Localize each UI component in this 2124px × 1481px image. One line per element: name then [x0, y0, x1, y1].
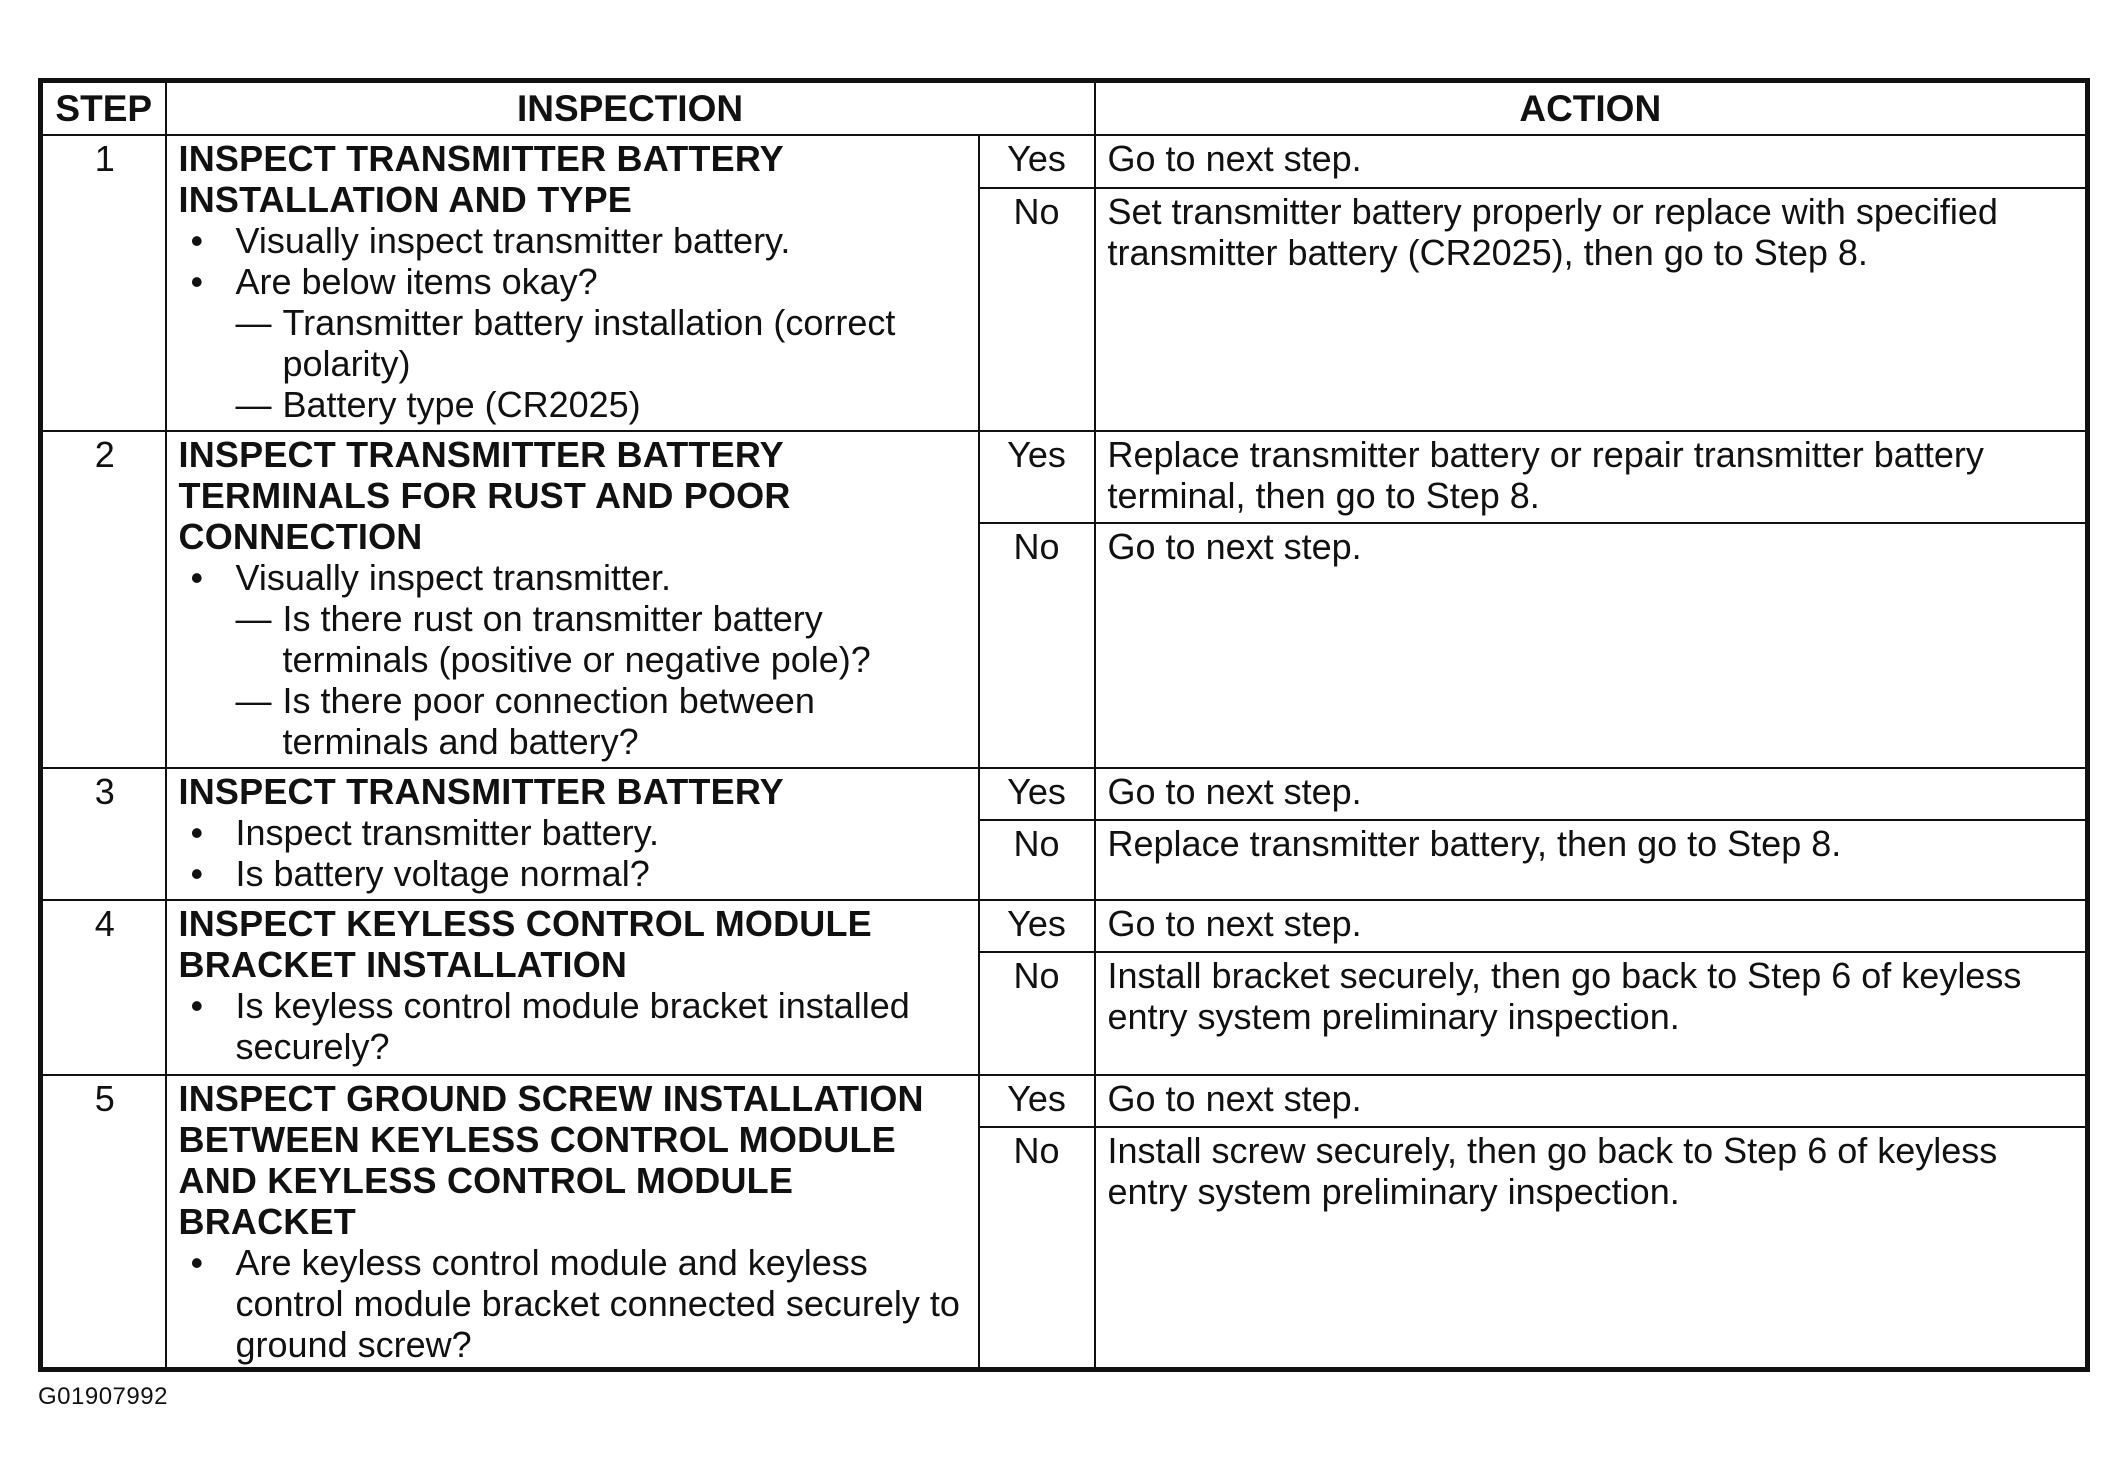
step-1-yes-row	[41, 135, 2088, 188]
bullet-item: • Is battery voltage normal?	[179, 853, 968, 894]
yes-label: Yes	[979, 135, 1095, 188]
no-action: Install bracket securely, then go back to Step 6 of keyless entry system preliminary inspection.	[1095, 952, 2088, 1075]
yes-action: Replace transmitter battery or repair transmitter battery terminal, then go to Step 8.	[1095, 431, 2088, 523]
step-number: 5	[41, 1075, 166, 1370]
inspection-cell	[166, 431, 979, 768]
inspection-cell	[166, 135, 979, 431]
no-label: No	[979, 1127, 1095, 1369]
step-4-yes-row	[41, 900, 2088, 952]
bullet-item: • Visually inspect transmitter.	[179, 557, 968, 598]
action-header: ACTION	[1095, 81, 2088, 136]
bullet-list	[179, 812, 968, 894]
bullet-item: • Are keyless control module and keyless control module bracket connected securely to ground screw?	[179, 1242, 968, 1365]
step-header: STEP	[41, 81, 166, 136]
bullet-list	[179, 557, 968, 598]
step-number: 4	[41, 900, 166, 1075]
inspection-title: INSPECT TRANSMITTER BATTERY INSTALLATION AND TYPE	[178, 138, 784, 220]
bullet-item: • Visually inspect transmitter battery.	[179, 220, 968, 261]
yes-label: Yes	[979, 900, 1095, 952]
inspection-cell	[166, 1075, 979, 1370]
inspection-title: INSPECT GROUND SCREW INSTALLATION BETWEEN KEYLESS CONTROL MODULE AND KEYLESS CONTROL MODULE BRACKET	[178, 1078, 924, 1242]
header-row	[41, 81, 2088, 136]
step-5-yes-row	[41, 1075, 2088, 1127]
yes-action: Go to next step.	[1095, 1075, 2088, 1127]
dash-list	[179, 302, 968, 425]
yes-action: Go to next step.	[1095, 768, 2088, 820]
inspection-cell	[166, 900, 979, 1075]
dash-item: — Transmitter battery installation (correct polarity)	[179, 302, 968, 384]
yes-label: Yes	[979, 431, 1095, 523]
no-action: Install screw securely, then go back to Step 6 of keyless entry system preliminary inspection.	[1095, 1127, 2088, 1369]
step-number: 3	[41, 768, 166, 900]
no-label: No	[979, 952, 1095, 1075]
yes-label: Yes	[979, 1075, 1095, 1127]
yes-label: Yes	[979, 768, 1095, 820]
no-label: No	[979, 820, 1095, 900]
bullet-item: • Are below items okay?	[179, 261, 968, 302]
dash-item: — Is there poor connection between terminals and battery?	[179, 680, 968, 762]
inspection-header: INSPECTION	[166, 81, 1095, 136]
dash-item: — Battery type (CR2025)	[179, 384, 968, 425]
no-label: No	[979, 188, 1095, 431]
step-2-yes-row	[41, 431, 2088, 523]
inspection-cell	[166, 768, 979, 900]
step-number: 1	[41, 135, 166, 431]
bullet-item: • Inspect transmitter battery.	[179, 812, 968, 853]
inspection-title: INSPECT KEYLESS CONTROL MODULE BRACKET INSTALLATION	[178, 903, 872, 985]
no-action: Go to next step.	[1095, 523, 2088, 768]
bullet-list	[179, 220, 968, 302]
inspection-title: INSPECT TRANSMITTER BATTERY	[178, 771, 784, 812]
no-action: Set transmitter battery properly or replace with specified transmitter battery (CR2025), then go to Step 8.	[1095, 188, 2088, 431]
step-3-yes-row	[41, 768, 2088, 820]
step-number: 2	[41, 431, 166, 768]
dash-list	[179, 598, 968, 762]
figure-id: G01907992	[38, 1383, 168, 1410]
dash-item: — Is there rust on transmitter battery terminals (positive or negative pole)?	[179, 598, 968, 680]
yes-action: Go to next step.	[1095, 900, 2088, 952]
bullet-item: • Is keyless control module bracket installed securely?	[179, 985, 968, 1067]
no-label: No	[979, 523, 1095, 768]
no-action: Replace transmitter battery, then go to Step 8.	[1095, 820, 2088, 900]
diagnostic-table	[38, 78, 2090, 1372]
inspection-title: INSPECT TRANSMITTER BATTERY TERMINALS FOR RUST AND POOR CONNECTION	[178, 434, 791, 557]
yes-action: Go to next step.	[1095, 135, 2088, 188]
bullet-list	[179, 985, 968, 1067]
bullet-list	[179, 1242, 968, 1365]
